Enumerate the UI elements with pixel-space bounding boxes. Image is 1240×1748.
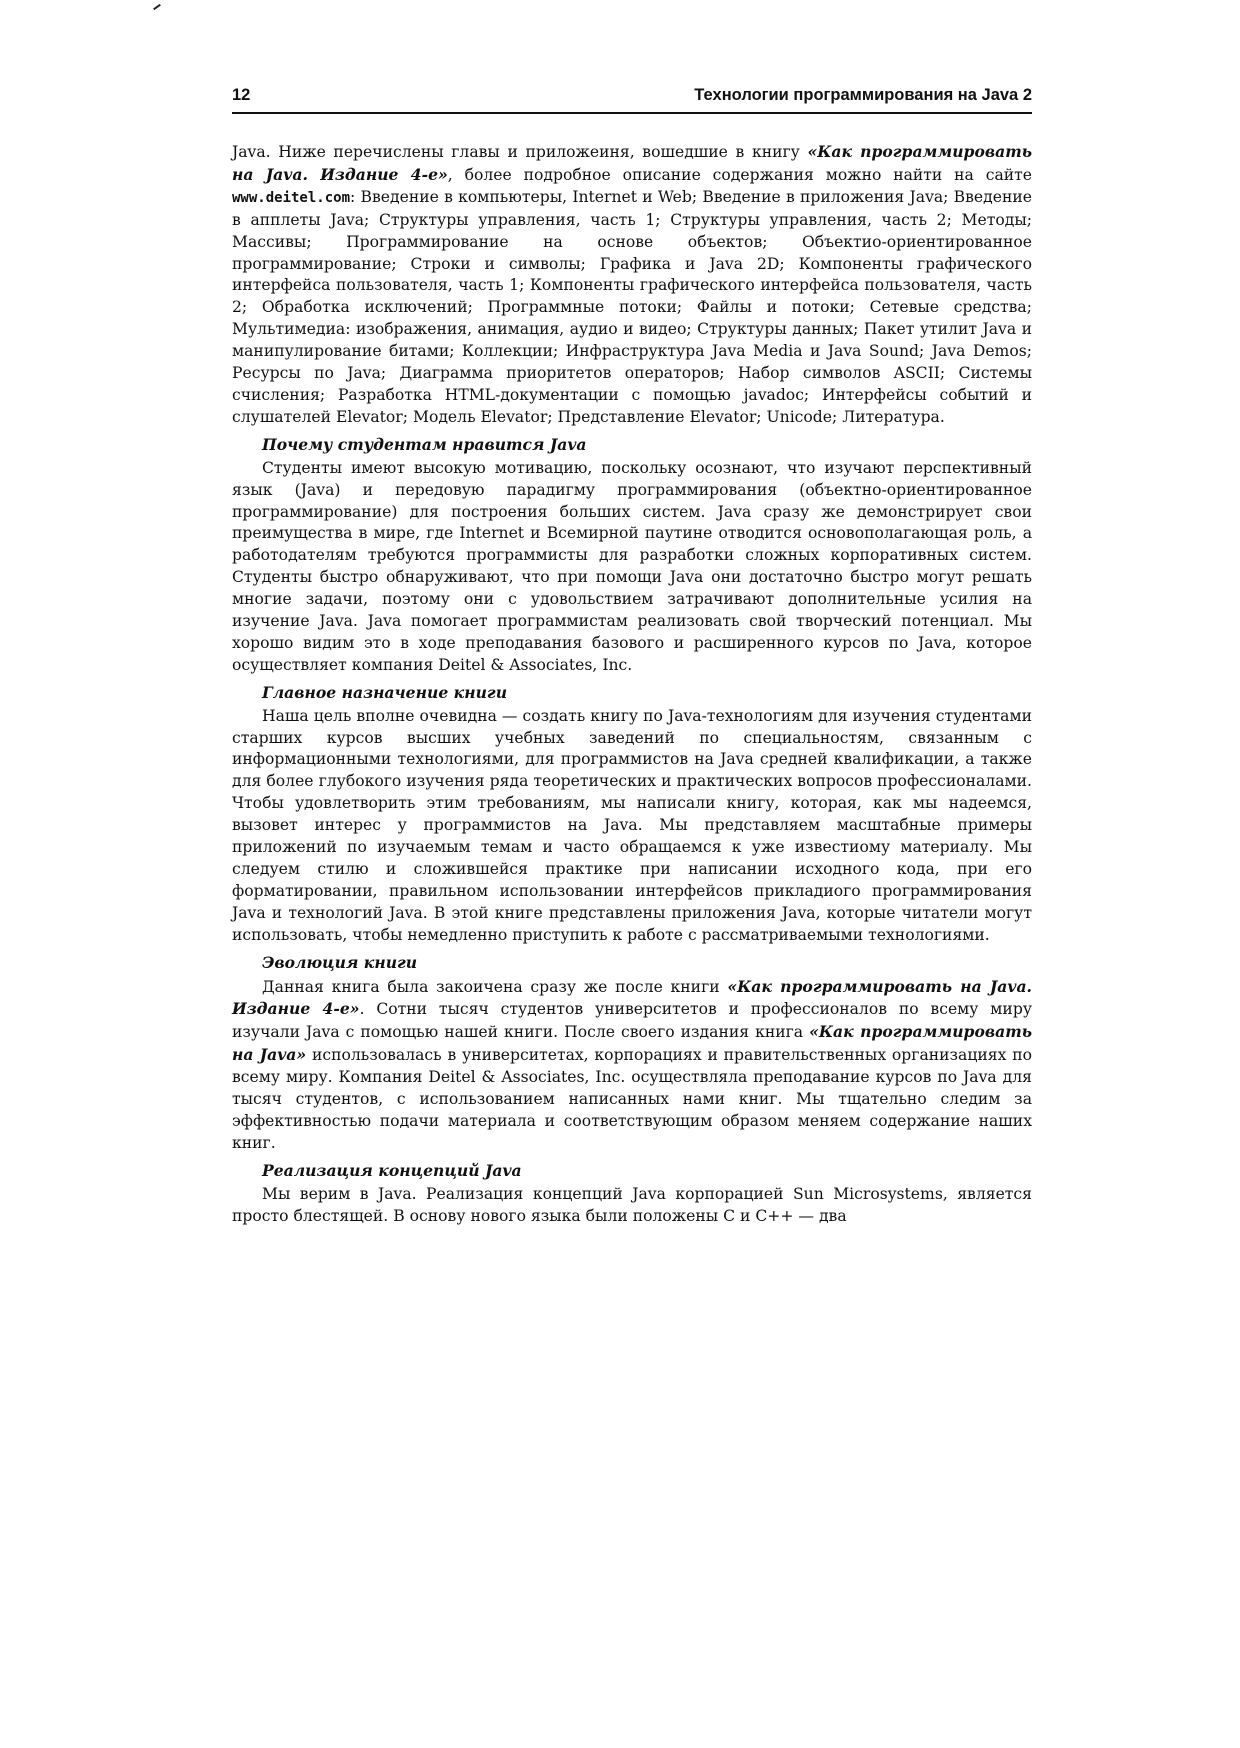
section-heading-java-concepts: Реализация концепций Java: [262, 1160, 522, 1180]
running-header: [232, 86, 1032, 114]
section-heading-book-purpose: Главное назначение книги: [262, 682, 508, 702]
scan-artifact: [153, 4, 161, 10]
book-title: Технологии программирования на Java 2: [694, 86, 1032, 104]
paragraph-book-purpose: Наша цель вполне очевидна — создать книгу по Java-технологиям для изучения студентами старших курсов высших учебных заведений по специальностям, связанным с информационными технологиями, для программистов на Java средней квалификации, а также для более глубокого изучения ряда теоретических и практических вопросов профессионалами. Чтобы удовлетворить этим требованиям, мы написали книгу, которая, как мы надеемся, вызовет интерес у программистов на Java. Мы представляем масштабные примеры приложений по изучаемым темам и часто обращаемся к уже известиому материалу. Мы следуем стилю и сложившейся практике при написании исходного кода, при его форматировании, правильном использовании интерфейсов прикладиого программирования Java и технологий Java. В этой книге представлены приложения Java, которые читатели могут использовать, чтобы немедленно приступить к работе с рассматриваемыми технологиями.: [232, 706, 1032, 944]
page-body: [232, 141, 1032, 1228]
section-heading-book-evolution: Эволюция книги: [262, 952, 418, 972]
page-number: 12: [232, 86, 251, 104]
paragraph-chapter-list: Java. Ниже перечислены главы и приложеиня, вошедшие в книгу «Как программировать на Java. Издание 4-е», более подробное описание содержания можно найти на сайте www.deitel.com: Введение в компьютеры, Internet и Web; Введение в приложения Java; Введение в апплеты Java; Структуры управления, часть 1; Структуры управления, часть 2; Методы; Массивы; Программирование на основе объектов; Объектио-ориентированное программирование; Строки и символы; Графика и Java 2D; Компоненты графического интерфейса пользователя, часть 1; Компоненты графического интерфейса пользователя, часть 2; Обработка исключений; Программные потоки; Файлы и потоки; Сетевые средства; Мультимедиа: изображения, анимация, аудио и видео; Структуры данных; Пакет утилит Java и манипулирование битами; Коллекции; Инфраструктура Java Media и Java Sound; Java Demos; Ресурсы по Java; Диаграмма приоритетов операторов; Набор символов ASCII; Системы счисления; Разработка HTML-документации с помощью javadoc; Интерфейсы событий и слушателей Elevator; Модель Elevator; Представление Elevator; Unicode; Литература.: [232, 142, 1032, 426]
header-rule: [232, 112, 1032, 114]
book-title-reference: «Как программировать на Java. Издание 4-е»: [232, 976, 1032, 1019]
section-heading-why-students: Почему студентам нравится Java: [262, 434, 587, 454]
website-reference: www.deitel.com: [232, 189, 351, 206]
paragraph-why-students: Студенты имеют высокую мотивацию, поскольку осознают, что изучают перспективный язык (Java) и передовую парадигму программирования (объектно-ориентированное программирование) для построения больших систем. Java сразу же демонстрирует свои преимущества в мире, где Internet и Всемирной паутине отводится основополагающая роль, а работодателям требуются программисты для разработки сложных корпоративных систем. Студенты быстро обнаруживают, что при помощи Java они достаточно быстро могут решать многие задачи, поэтому они с удовольствием затрачивают дополнительные усилия на изучение Java. Java помогает программистам реализовать свой творческий потенциал. Мы хорошо видим это в ходе преподавания базового и расширенного курсов по Java, которое осуществляет компания Deitel & Associates, Inc.: [232, 458, 1032, 674]
paragraph-java-concepts: Мы верим в Java. Реализация концепций Java корпорацией Sun Microsystems, является просто блестящей. В основу нового языка были положены C и C++ — два: [232, 1184, 1032, 1225]
book-title-reference: «Как программировать на Java. Издание 4-е»: [232, 142, 1032, 184]
paragraph-book-evolution: Данная книга была закоичена сразу же после книги «Как программировать на Java. Издание 4-е». Сотни тысяч студентов университетов и профессионалов по всему миру изучали Java с помощью нашей книги. После своего издания книга «Как программировать на Java» использовалась в университетах, корпорациях и правительственных организациях по всему миру. Компания Deitel & Associates, Inc. осуществляла преподавание курсов по Java для тысяч студентов, с использованием написанных нами книг. Мы тщательно следим за эффективностью подачи материала и соответствующим образом меняем содержание наших книг.: [232, 976, 1032, 1152]
book-title-reference: «Как программировать на Java»: [232, 1022, 1032, 1065]
